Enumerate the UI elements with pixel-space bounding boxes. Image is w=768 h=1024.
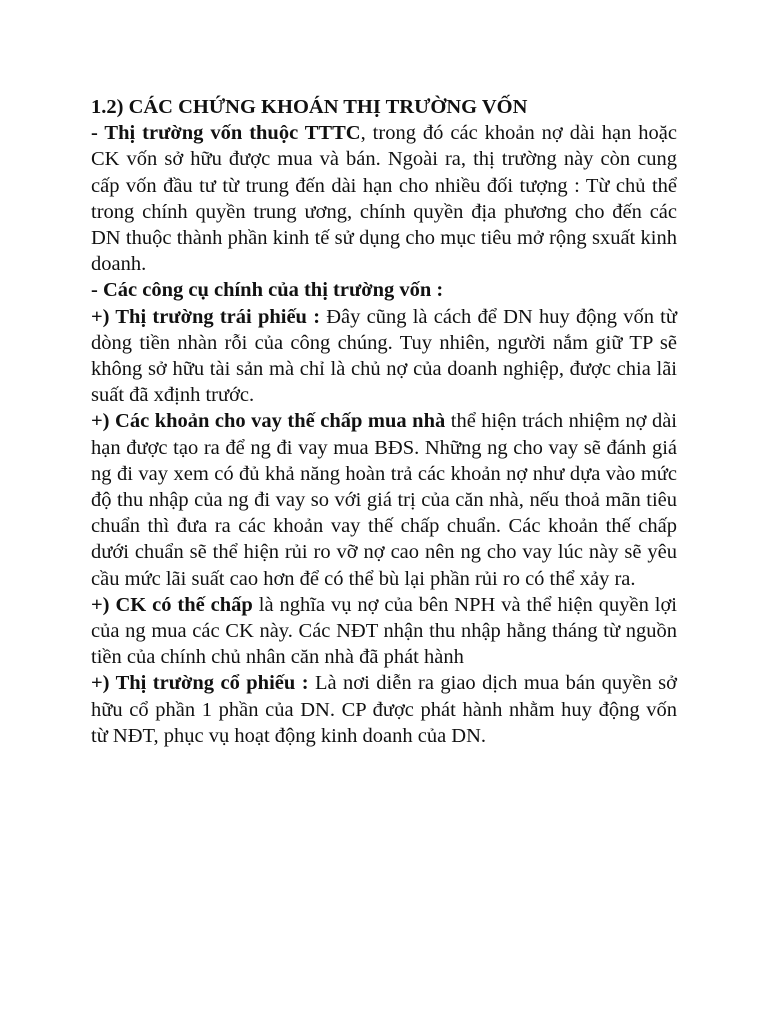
paragraph-stock-market bbox=[91, 670, 677, 749]
paragraph-lead: - Các công cụ chính của thị trường vốn : bbox=[91, 279, 444, 302]
paragraph-lead: +) Các khoản cho vay thế chấp mua nhà bbox=[91, 410, 446, 433]
paragraph-lead: +) CK có thế chấp bbox=[91, 593, 253, 616]
paragraph-lead: +) Thị trường cổ phiếu : bbox=[91, 672, 309, 695]
paragraph-text: Là nơi diễn ra giao dịch mua bán quyền sở hữu cổ phần 1 phần của DN. CP được phát hành nhằm huy động vốn từ NĐT, phục vụ hoạt động kinh doanh của DN. bbox=[91, 672, 677, 747]
paragraph-text: , trong đó các khoản nợ dài hạn hoặc CK vốn sở hữu được mua và bán. Ngoài ra, thị trường này còn cung cấp vốn đầu tư từ trung đến dài hạn cho nhiều đối tượng : Từ chủ thể trong chính quyền trung ương, chính quyền địa phương cho đến các DN thuộc thành phần kinh tế sử dụng cho mục tiêu mở rộng sxuất kinh doanh. bbox=[91, 122, 677, 276]
paragraph-text: là nghĩa vụ nợ của bên NPH và thể hiện quyền lợi của ng mua các CK này. Các NĐT nhận thu nhập hằng tháng từ nguồn tiền của chính chủ nhân căn nhà đã phát hành bbox=[91, 593, 677, 669]
paragraph-lead: +) Thị trường trái phiếu : bbox=[91, 305, 321, 328]
paragraph-mortgage-loans bbox=[91, 408, 677, 591]
section-heading: 1.2) CÁC CHỨNG KHOÁN THỊ TRƯỜNG VỐN bbox=[91, 96, 528, 118]
paragraph-lead: - Thị trường vốn thuộc TTTC bbox=[91, 122, 361, 145]
paragraph-capital-market-intro bbox=[91, 120, 677, 277]
document-page bbox=[91, 94, 677, 749]
paragraph-text: Đây cũng là cách để DN huy động vốn từ dòng tiền nhàn rỗi của công chúng. Tuy nhiên, người nắm giữ TP sẽ không sở hữu tài sản mà chỉ là chủ nợ của doanh nghiệp, được chia lãi suất đã xđịnh trước. bbox=[91, 305, 677, 407]
paragraph-mortgage-securities bbox=[91, 592, 677, 671]
paragraph-text: thể hiện trách nhiệm nợ dài hạn được tạo ra để ng đi vay mua BĐS. Những ng cho vay sẽ đánh giá ng đi vay xem có đủ khả năng hoàn trả các khoản nợ như dựa vào mức độ thu nhập của ng đi vay so với giá trị của căn nhà, nếu thoả mãn tiêu chuẩn thì đưa ra các khoản vay thế chấp chuẩn. Các khoản thế chấp dưới chuẩn sẽ thể hiện rủi ro vỡ nợ cao nên ng cho vay lúc này sẽ yêu cầu mức lãi suất cao hơn để có thể bù lại phần rủi ro có thể xảy ra. bbox=[91, 410, 677, 590]
paragraph-bond-market bbox=[91, 304, 677, 409]
paragraph-main-instruments bbox=[91, 277, 677, 303]
